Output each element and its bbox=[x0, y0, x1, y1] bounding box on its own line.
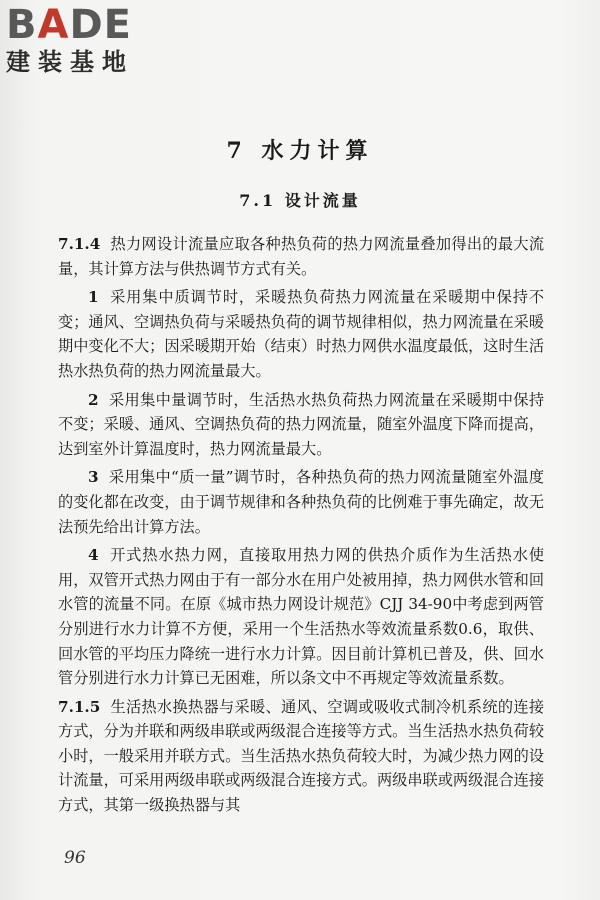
logo-wordmark: BADE bbox=[6, 2, 132, 48]
section-title: 7.1 设计流量 bbox=[239, 191, 361, 210]
bade-logo bbox=[6, 4, 176, 76]
item-text: 采用集中量调节时，生活热水热负荷热力网流量在采暖期中保持不变；采暖、通风、空调热负荷的热力网流量，随室外温度下降而提高，达到室外计算温度时，热力网流量最大。 bbox=[58, 390, 545, 458]
list-item bbox=[58, 388, 544, 462]
item-number: 2 bbox=[88, 390, 99, 409]
page-number: 96 bbox=[64, 848, 86, 868]
clause-number: 7.1.4 bbox=[58, 235, 101, 253]
item-number: 3 bbox=[88, 468, 99, 487]
clause-text: 热力网设计流量应取各种热负荷的热力网流量叠加得出的最大流量，其计算方法与供热调节方式有关。 bbox=[58, 235, 545, 278]
list-item bbox=[58, 285, 544, 383]
body-text bbox=[58, 232, 544, 818]
list-item bbox=[58, 543, 544, 691]
item-number: 4 bbox=[88, 546, 99, 565]
item-number: 1 bbox=[88, 288, 99, 307]
clause-number: 7.1.5 bbox=[58, 697, 101, 716]
list-item bbox=[58, 465, 544, 539]
clause-7-1-5 bbox=[58, 695, 544, 818]
clause-7-1-4 bbox=[58, 232, 544, 281]
item-text: 采用集中“质一量”调节时，各种热负荷的热力网流量随室外温度的变化都在改变，由于调节规律和各种热负荷的比例难于事先确定，故无法预先给出计算方法。 bbox=[58, 468, 545, 536]
logo-subtitle: 建装基地 bbox=[6, 48, 134, 76]
clause-text: 生活热水换热器与采暖、通风、空调或吸收式制冷机系统的连接方式，分为并联和两级串联或两级混合连接等方式。当生活热水热负荷较小时，一般采用并联方式。当生活热水热负荷较大时，为减少热力网的设计流量，可采用两级串联或两级混合连接方式。两级串联或两级混合连接方式，其第一级换热器与其 bbox=[58, 697, 545, 815]
item-text: 采用集中质调节时，采暖热负荷热力网流量在采暖期中保持不变；通风、空调热负荷与采暖热负荷的调节规律相似，热力网流量在采暖期中变化不大；因采暖期开始（结束）时热力网供水温度最低，这时生活热水热负荷的热力网流量最大。 bbox=[58, 288, 545, 380]
chapter-title: 7 水力计算 bbox=[226, 138, 374, 164]
item-text: 开式热水热力网，直接取用热力网的供热介质作为生活热水使用，双管开式热力网由于有一部分水在用户处被用掉，热力网供水管和回水管的流量不同。在原《城市热力网设计规范》CJJ 34-90中考虑到两管分别进行水力计算不方便，采用一个生活热水等效流量系数0.6，取供、回水管的平均压力降统一进行水力计算。因目前计算机已普及，供、回水管分别进行水力计算已无困难，所以条文中不再规定等效流量系数。 bbox=[58, 546, 545, 688]
